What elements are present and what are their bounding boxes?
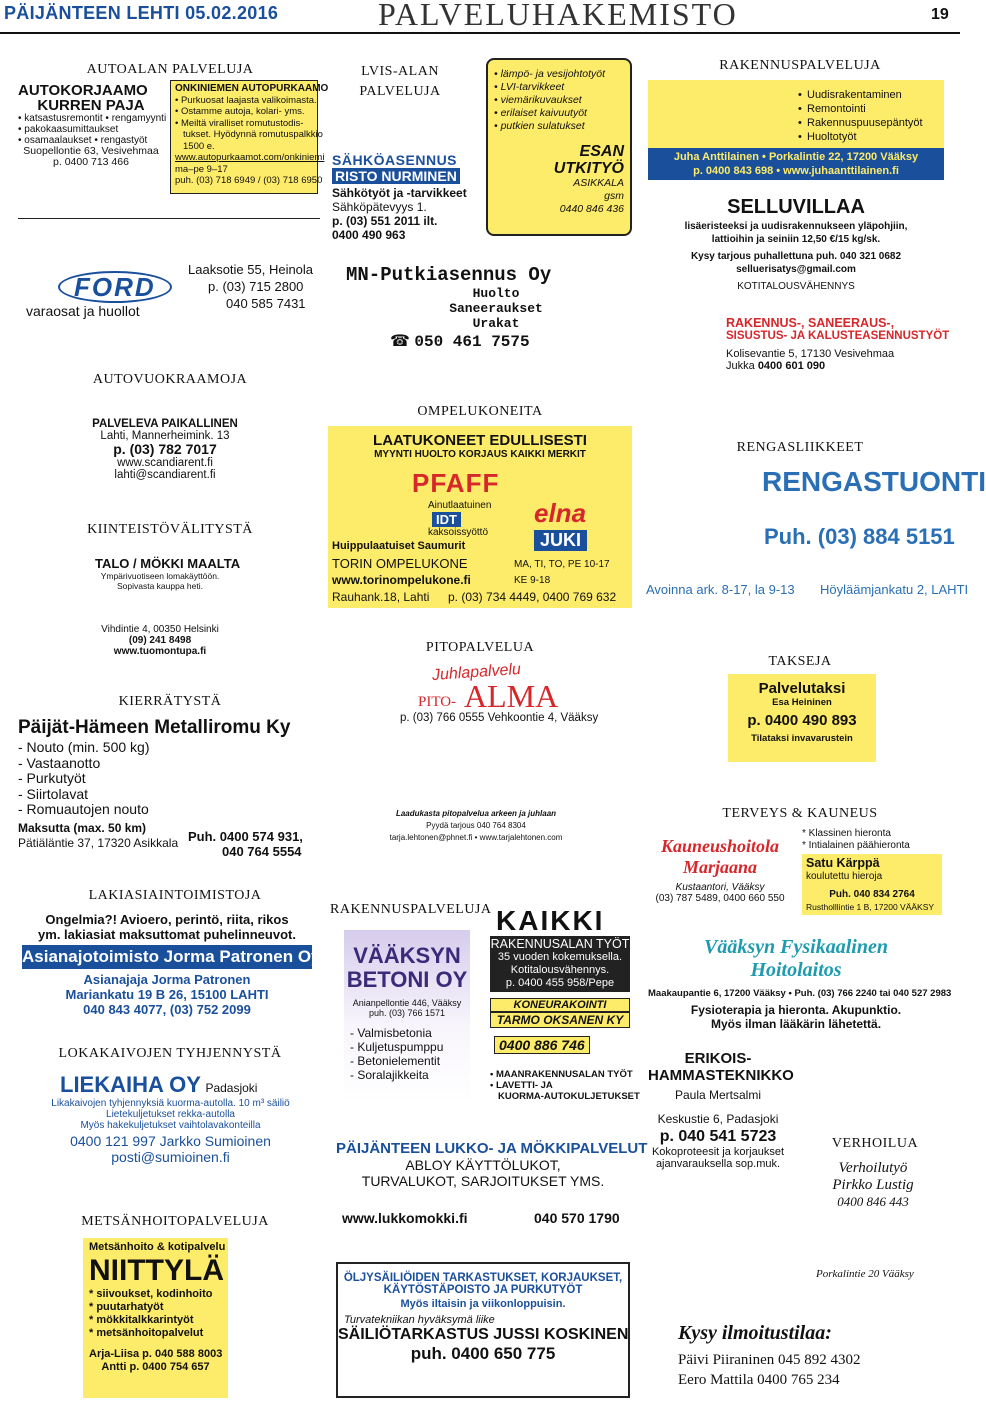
line: KONEURAKOINTI <box>490 998 630 1012</box>
line: ÖLJYSÄILIÖIDEN TARKASTUKSET, KORJAUKSET, <box>343 1272 623 1284</box>
phone: 0400 490 963 <box>332 228 406 242</box>
phone: puh. 0400 650 775 <box>410 1344 556 1363</box>
ad-onkiniemi: ONKINIEMEN AUTOPURKAAMO • Purkuosat laajasta valikoimasta. • Ostamme autoja, kolari- yms. • Meiltä viralliset romutustodis- tukset. Hyödynnä romutuspalkkio 1500 e. www.autopurkaamot.com/onkiniemi ma–pe 9–17 puh. (03) 718 6949 / (03) 718 6950 <box>170 80 318 194</box>
ad-metalliromu <box>18 716 318 858</box>
phone: Puh. 0400 574 931, <box>188 829 303 844</box>
ford-phone1: p. (03) 715 2800 <box>208 279 304 294</box>
ad-title: PÄIJÄNTEEN LUKKO- JA MÖKKIPALVELUT <box>336 1140 648 1157</box>
phone: 050 461 7575 <box>414 333 530 351</box>
line: Vihdintie 4, 00350 Helsinki <box>101 624 219 635</box>
item: - Soralajikkeita <box>350 1068 429 1082</box>
ad-tuomontupa <box>100 624 220 660</box>
ad-subtitle: RISTO NURMINEN <box>332 168 460 184</box>
phone: Pyydä tarjous 040 764 8304 <box>426 821 526 830</box>
item: - Betonielementit <box>350 1054 441 1068</box>
phone: p. (03) 782 7017 <box>113 441 217 457</box>
section-lvis: LVIS-ALAN PALVELUJA <box>359 64 441 99</box>
line: lattioihin ja seiniin 12,50 €/15 kg/sk. <box>711 234 881 245</box>
item: Ostamme autoja, kolari- yms. <box>180 106 305 117</box>
item: Meiltä viralliset romutustodis- <box>180 117 304 129</box>
item: * mökkitalkkarintyöt <box>89 1314 194 1326</box>
ad-title: Satu Kärppä <box>806 856 880 870</box>
item: • Remontointi <box>798 102 944 116</box>
phone: 040 843 4077, (03) 752 2099 <box>83 1002 251 1017</box>
hours: Avoinna ark. 8-17, la 9-13 <box>646 582 795 597</box>
line: Juhlapalvelu <box>431 660 522 685</box>
website-link[interactable]: www.lukkomokki.fi <box>342 1210 468 1226</box>
line: ABLOY KÄYTTÖLUKOT, <box>405 1157 561 1173</box>
section-rakennus: RAKENNUSPALVELUJA <box>719 58 881 73</box>
ad-mn-putki <box>340 264 622 366</box>
phone: Puh. (03) 884 5151 <box>764 524 955 549</box>
section-autovuokra: AUTOVUOKRAAMOJA <box>92 372 248 387</box>
line: Likakaivojen tyhjennyksiä kuorma-autolla. 10 m³ säiliö <box>51 1098 290 1109</box>
line: Tilataksi invavarustein <box>751 733 853 744</box>
item: Purkuosat laajasta valikoimasta. <box>180 94 317 106</box>
section-rakennus2: RAKENNUSPALVELUJA <box>330 902 492 917</box>
header-rule <box>0 32 960 34</box>
paper-name: PÄIJÄNTEEN LEHTI 05.02.2016 <box>4 3 279 23</box>
ad-title: NIITTYLÄ <box>89 1254 224 1287</box>
bullet: osamaalaukset <box>24 135 92 146</box>
address: Kustaantori, Vääksy <box>675 882 765 893</box>
ad-niittyla <box>83 1238 228 1398</box>
address: Höyläämjankatu 2, LAHTI <box>820 582 969 597</box>
ad-betoni <box>344 930 470 1104</box>
section-lokakaivo: LOKAKAIVOJEN TYHJENNYSTÄ <box>58 1046 282 1061</box>
line: Esa Heininen <box>772 697 832 708</box>
line: Huolto <box>472 286 520 301</box>
phone: p. (03) 734 4449, 0400 769 632 <box>448 590 617 604</box>
line: ym. lakiasiat maksuttomat puhelinneuvot. <box>38 927 296 942</box>
item: viemärikuvaukset <box>500 94 582 106</box>
ad-ford <box>18 218 320 322</box>
line: Kokoproteesit ja korjaukset <box>651 1146 785 1158</box>
line: Verhoilutyö <box>838 1160 908 1176</box>
ad-nurminen <box>332 152 472 244</box>
section-terveys: TERVEYS & KAUNEUS <box>722 806 878 821</box>
line: ajanvarauksella sop.muk. <box>655 1158 781 1170</box>
ad-selluvillaa <box>660 194 932 298</box>
email-link[interactable]: posti@sumioinen.fi <box>111 1149 230 1165</box>
line: Maksutta (max. 50 km) <box>18 820 147 835</box>
item: * siivoukset, kodinhoito <box>89 1288 213 1300</box>
phone: Arja-Liisa p. 040 588 8003 <box>89 1348 223 1360</box>
address: Kolisevantie 5, 17130 Vesivehmaa <box>726 348 895 360</box>
ad-title: Pirkko Lustig <box>832 1177 914 1193</box>
ad-title: ONKINIEMEN AUTOPURKAAMO <box>175 83 329 94</box>
line: Myös ilman lääkärin lähetettä. <box>710 1017 882 1031</box>
line: Jukka <box>726 360 755 372</box>
ad-kauneus <box>650 830 790 914</box>
phone: p. 0400 843 698 • www.juhaanttilainen.fi <box>693 165 899 177</box>
line: Kotitalousvähennys. <box>510 964 610 976</box>
phone: puh. (03) 718 6949 / (03) 718 6950 <box>175 175 323 186</box>
phone: puh. (03) 766 1571 <box>368 1008 446 1018</box>
line: Lahti, Mannerheimink. 13 <box>100 430 230 442</box>
website-link[interactable]: www.autopurkaamot.com/onkiniemi <box>175 152 325 163</box>
item: tukset. Hyödynnä romutuspalkkio <box>183 129 323 140</box>
item: KUORMA-AUTOKULJETUKSET <box>498 1091 640 1102</box>
ad-title: ESAN <box>579 143 624 160</box>
line: Sähkötyöt ja -tarvikkeet <box>332 186 467 200</box>
item: LVI-tarvikkeet <box>500 81 565 93</box>
ad-title: LIEKAIHA OY <box>60 1072 201 1097</box>
ad-title: Kauneushoitola <box>660 836 780 856</box>
phone: 0400 846 443 <box>837 1194 909 1209</box>
section-autoala: AUTOALAN PALVELUJA <box>86 62 254 77</box>
line: TARMO OKSANEN KY <box>490 1012 630 1028</box>
item: lämpö- ja vesijohtotyöt <box>500 68 606 80</box>
ad-lukko <box>336 1140 648 1230</box>
ad-title: SÄILIÖTARKASTUS JUSSI KOSKINEN <box>338 1326 629 1343</box>
line: Myös hakekuljetukset vaihtolavakonteilla <box>80 1120 261 1131</box>
address: Keskustie 6, Padasjoki <box>657 1112 779 1126</box>
phone: p. (03) 551 2011 ilt. <box>332 214 438 228</box>
line: koulutettu hieroja <box>806 871 883 882</box>
page-title: PALVELUHAKEMISTO <box>378 0 738 32</box>
ad-scandia <box>80 418 250 488</box>
email-link[interactable]: selluerisatys@gmail.com <box>736 264 856 275</box>
idt-logo: IDT <box>432 512 461 527</box>
ad-pirkko <box>800 1160 946 1222</box>
line: RAKENNUSALAN TYÖT <box>490 937 630 951</box>
item: - Romuautojen nouto <box>18 801 149 817</box>
ad-title: ALMA <box>464 678 559 714</box>
ad-title: VÄÄKSYN <box>353 943 461 968</box>
section-verhoilua: VERHOILUA <box>831 1136 919 1151</box>
line: Urakat <box>472 316 520 331</box>
phone: 0400 886 746 <box>494 1036 590 1054</box>
line: 35 vuoden kokemuksella. <box>497 951 623 963</box>
ad-title: SÄHKÖASENNUS <box>332 152 458 168</box>
ad-title: SELLUVILLAA <box>727 196 865 218</box>
line: kaksoissyöttö <box>428 527 489 538</box>
ad-title: Marjaana <box>682 857 758 877</box>
item: * Intialainen päähieronta <box>802 840 910 851</box>
ad-torin <box>328 426 632 608</box>
ad-title: RAKENNUS-, SANEERAUS-, <box>726 316 895 330</box>
bullet: rengastyöt <box>100 135 148 146</box>
ad-title: Päijät-Hämeen Metalliromu Ky <box>18 717 291 738</box>
ad-kaikki: KAIKKI RAKENNUSALAN TYÖT 35 vuoden kokemuksella. Kotitalousvähennys. p. 0400 455 958/Pepe KONEURAKOINTI TARMO OKSANEN KY 0400 886 746 • MAANRAKENNUSALAN TYÖT • LAVETTI- JA KUORMA-AUTOKULJETUKSET <box>490 905 640 1102</box>
line: gsm <box>604 190 624 202</box>
item: MAANRAKENNUSALAN TYÖT <box>495 1069 633 1080</box>
item: erilaiset kaivuutyöt <box>500 107 587 119</box>
ad-title: HAMMASTEKNIKKO <box>648 1067 794 1084</box>
address: Rauhank.18, Lahti <box>332 590 430 604</box>
section-pito: PITOPALVELUA <box>425 640 535 655</box>
ad-title: Asianajotoimisto Jorma Patronen Oy <box>22 945 312 969</box>
line: Asianajaja Jorma Patronen <box>83 972 251 987</box>
phone: 0400 121 997 Jarkko Sumioinen <box>70 1133 271 1149</box>
ad-title: LAATUKONEET EDULLISESTI <box>373 432 587 449</box>
section-laki: LAKIASIAINTOIMISTOJA <box>88 888 262 903</box>
line: Ongelmia?! Avioero, perintö, riita, rikos <box>45 912 289 927</box>
line: Lietekuljetukset rekka-autolla <box>106 1109 235 1120</box>
website-link[interactable]: www.torinompelukone.fi <box>332 573 471 587</box>
line: TURVALUKOT, SARJOITUKSET YMS. <box>361 1173 605 1189</box>
ford-phone2: 040 585 7431 <box>226 296 306 311</box>
ad-name: TORIN OMPELUKONE <box>332 556 468 571</box>
ad-title: AUTOKORJAAMO <box>18 82 148 99</box>
hours: MA, TI, TO, PE 10-17 <box>514 559 610 570</box>
ad-title: Hoitolaitos <box>750 959 842 981</box>
section-kierratys: KIERRÄTYSTÄ <box>118 694 222 709</box>
item: * puutarhatyöt <box>89 1301 164 1313</box>
line: Fysioterapia ja hieronta. Akupunktio. <box>690 1003 902 1017</box>
ad-bullets: • katsastusremontit • rengamyynti <box>18 113 167 124</box>
ad-oljy <box>336 1262 630 1398</box>
website-link[interactable]: www.tuomontupa.fi <box>113 646 207 657</box>
ad-subtitle: KURREN PAJA <box>37 97 145 114</box>
town: ASIKKALA <box>573 177 624 189</box>
item: 1500 e. <box>183 140 215 152</box>
pfaff-logo: PFAFF <box>412 468 500 498</box>
address: Rustholllintie 1 B, 17200 VÄÄKSY <box>806 902 935 912</box>
phone: 040 764 5554 <box>222 844 302 859</box>
line: KOTITALOUSVÄHENNYS <box>737 281 855 292</box>
ad-title: Palvelutaksi <box>758 680 846 697</box>
bullet: pakokaasumittaukset <box>24 124 119 135</box>
phone: p. 040 541 5723 <box>659 1128 777 1145</box>
phone-icon: ☎ <box>390 333 410 350</box>
phone: 0440 846 436 <box>559 203 624 215</box>
ad-saneeraus <box>726 316 950 386</box>
phone: (03) 787 5489, 0400 660 550 <box>655 893 785 904</box>
ad-esan: • lämpö- ja vesijohtotyöt • LVI-tarvikkeet • viemärikuvaukset • erilaiset kaivuutyöt • putkien sulatukset ESAN UTKITYÖ ASIKKALA gsm 0440 846 436 <box>486 58 632 236</box>
line: lisäeristeeksi ja uudisrakennukseen yläpohjiin, <box>684 221 908 232</box>
ad-karppa <box>802 828 942 920</box>
email-link[interactable]: lahti@scandiarent.fi <box>114 469 216 481</box>
item: • Huoltotyöt <box>798 130 944 144</box>
section-renkaat: RENGASLIIKKEET <box>736 440 864 455</box>
address: Mariankatu 19 B 26, 15100 LAHTI <box>65 987 269 1002</box>
ad-taksi <box>728 674 876 762</box>
address: Maakaupantie 6, 17200 Vääksy • Puh. (03) 766 2240 tai 040 527 2983 <box>648 988 952 999</box>
ad-title: MN-Putkiasennus Oy <box>346 264 552 286</box>
line: Kysy tarjous puhallettuna puh. 040 321 0682 <box>690 251 902 262</box>
ad-title: RENGASTUONTI <box>762 466 986 497</box>
ad-rengastuonti <box>646 462 986 604</box>
line: Myös iltaisin ja viikonloppuisin. <box>400 1298 566 1310</box>
ad-title: UTKITYÖ <box>553 160 624 177</box>
elna-logo: elna <box>534 498 587 528</box>
item: putkien sulatukset <box>500 120 585 132</box>
phone: p. 0400 490 893 <box>747 712 857 729</box>
kysy-line: Eero Mattila 0400 765 234 <box>678 1372 840 1388</box>
ford-address: Laaksotie 55, Heinola <box>188 262 314 277</box>
ad-talo <box>95 556 241 596</box>
phone: (09) 241 8498 <box>128 635 192 646</box>
phone: p. 0400 455 958/Pepe <box>505 977 615 989</box>
line: Huippulaatuiset Saumurit <box>332 540 466 552</box>
kysy-title: Kysy ilmoitustilaa: <box>678 1322 832 1344</box>
item: * Klassinen hieronta <box>802 828 891 839</box>
ad-alma <box>374 660 630 730</box>
email-link[interactable]: tarja.lehtonen@phnet.fi • www.tarjalehtonen.com <box>389 833 563 842</box>
ford-sub: varaosat ja huollot <box>26 303 140 319</box>
line: p. (03) 766 0555 Vehkoontie 4, Vääksy <box>400 712 599 724</box>
section-takseja: TAKSEJA <box>768 654 832 669</box>
page-number: 19 <box>931 6 949 23</box>
kysy-line: Päivi Piiraninen 045 892 4302 <box>678 1352 861 1368</box>
ad-title: KAIKKI <box>496 905 605 936</box>
juki-logo: JUKI <box>534 530 587 551</box>
address: Juha Anttilainen • Porkalintie 22, 17200 Vääksy <box>673 151 919 163</box>
phone: Antti p. 0400 754 657 <box>101 1361 210 1373</box>
line: MYYNTI HUOLTO KORJAUS KAIKKI MERKIT <box>374 449 586 460</box>
phone: 0400 601 090 <box>757 360 826 372</box>
phone: p. 0400 713 466 <box>53 156 129 168</box>
hours: KE 9-18 <box>514 575 551 586</box>
item: - Valmisbetonia <box>350 1026 432 1040</box>
ad-title: ERIKOIS- <box>684 1050 752 1067</box>
item: - Nouto (min. 500 kg) <box>18 739 150 755</box>
item: - Kuljetuspumppu <box>350 1040 444 1054</box>
line: PITO- <box>418 694 457 710</box>
ford-logo: FORD <box>58 271 172 303</box>
town: Padasjoki <box>205 1081 258 1095</box>
ad-autokorjaamo: AUTOKORJAAMO KURREN PAJA • katsastusremontit • rengamyynti • pakokaasumittaukset • osamaalaukset • rengastyöt Suopellontie 63, Vesivehmaa p. 0400 713 466 <box>18 82 167 168</box>
line: Paula Mertsalmi <box>674 1088 762 1102</box>
section-metsa: METSÄNHOITOPALVELUJA <box>81 1214 269 1229</box>
ad-title: TALO / MÖKKI MAALTA <box>95 556 241 571</box>
phone: Puh. 040 834 2764 <box>829 889 915 900</box>
address: Suopellontie 63, Vesivehmaa <box>23 145 159 157</box>
item: - Purkutyöt <box>18 770 86 786</box>
phone: 040 570 1790 <box>534 1210 620 1226</box>
item: • Rakennuspuusepäntyöt <box>798 116 944 130</box>
ad-fysio <box>648 930 952 1042</box>
line: Laadukasta pitopalvelua arkeen ja juhlaan <box>395 809 557 818</box>
line: Sähköpätevyys 1. <box>332 200 427 214</box>
item: LAVETTI- JA <box>495 1080 553 1091</box>
ad-juha <box>648 80 944 182</box>
address: Anianpellontie 446, Vääksy <box>352 998 462 1008</box>
item: • Uudisrakentaminen <box>798 88 944 102</box>
line: Turvatekniikan hyväksymä liike <box>344 1314 495 1326</box>
bullet: rengamyynti <box>111 113 167 124</box>
ad-liekaiha <box>28 1072 313 1182</box>
line: Ympärivuotiseen lomakäyttöön. <box>100 571 220 581</box>
ad-title: Vääksyn Fysikaalinen <box>704 936 888 958</box>
line: Metsänhoito & kotipalvelu <box>89 1241 226 1253</box>
ad-title: SISUSTUS- JA KALUSTEASENNUSTYÖT <box>726 330 950 342</box>
pirkko-address: Porkalintie 20 Vääksy <box>816 1268 914 1280</box>
address: Pätiäläntie 37, 17320 Asikkala <box>18 836 179 850</box>
ad-title: BETONI OY <box>346 967 468 992</box>
line: PALVELEVA PAIKALLINEN <box>92 418 238 430</box>
line: Saneeraukset <box>449 301 543 316</box>
item: - Vastaanotto <box>18 754 101 771</box>
website-link[interactable]: www.scandiarent.fi <box>117 457 213 469</box>
line: Ainutlaatuinen <box>428 500 492 511</box>
line: KÄYTÖSTÄPOISTO JA PURKUTYÖT <box>383 1284 583 1296</box>
line: Sopivasta kauppa heti. <box>116 581 203 591</box>
ad-tarja <box>378 808 574 850</box>
section-kiinteisto: KIINTEISTÖVÄLITYSTÄ <box>87 522 253 537</box>
section-ompelu: OMPELUKONEITA <box>417 404 543 419</box>
hours: ma–pe 9–17 <box>175 163 228 175</box>
bullet: katsastusremontit <box>24 113 103 124</box>
item: - Siirtolavat <box>18 785 89 802</box>
ad-hammas <box>648 1050 794 1190</box>
ad-patronen <box>22 912 321 1020</box>
item: * metsänhoitopalvelut <box>89 1327 204 1339</box>
